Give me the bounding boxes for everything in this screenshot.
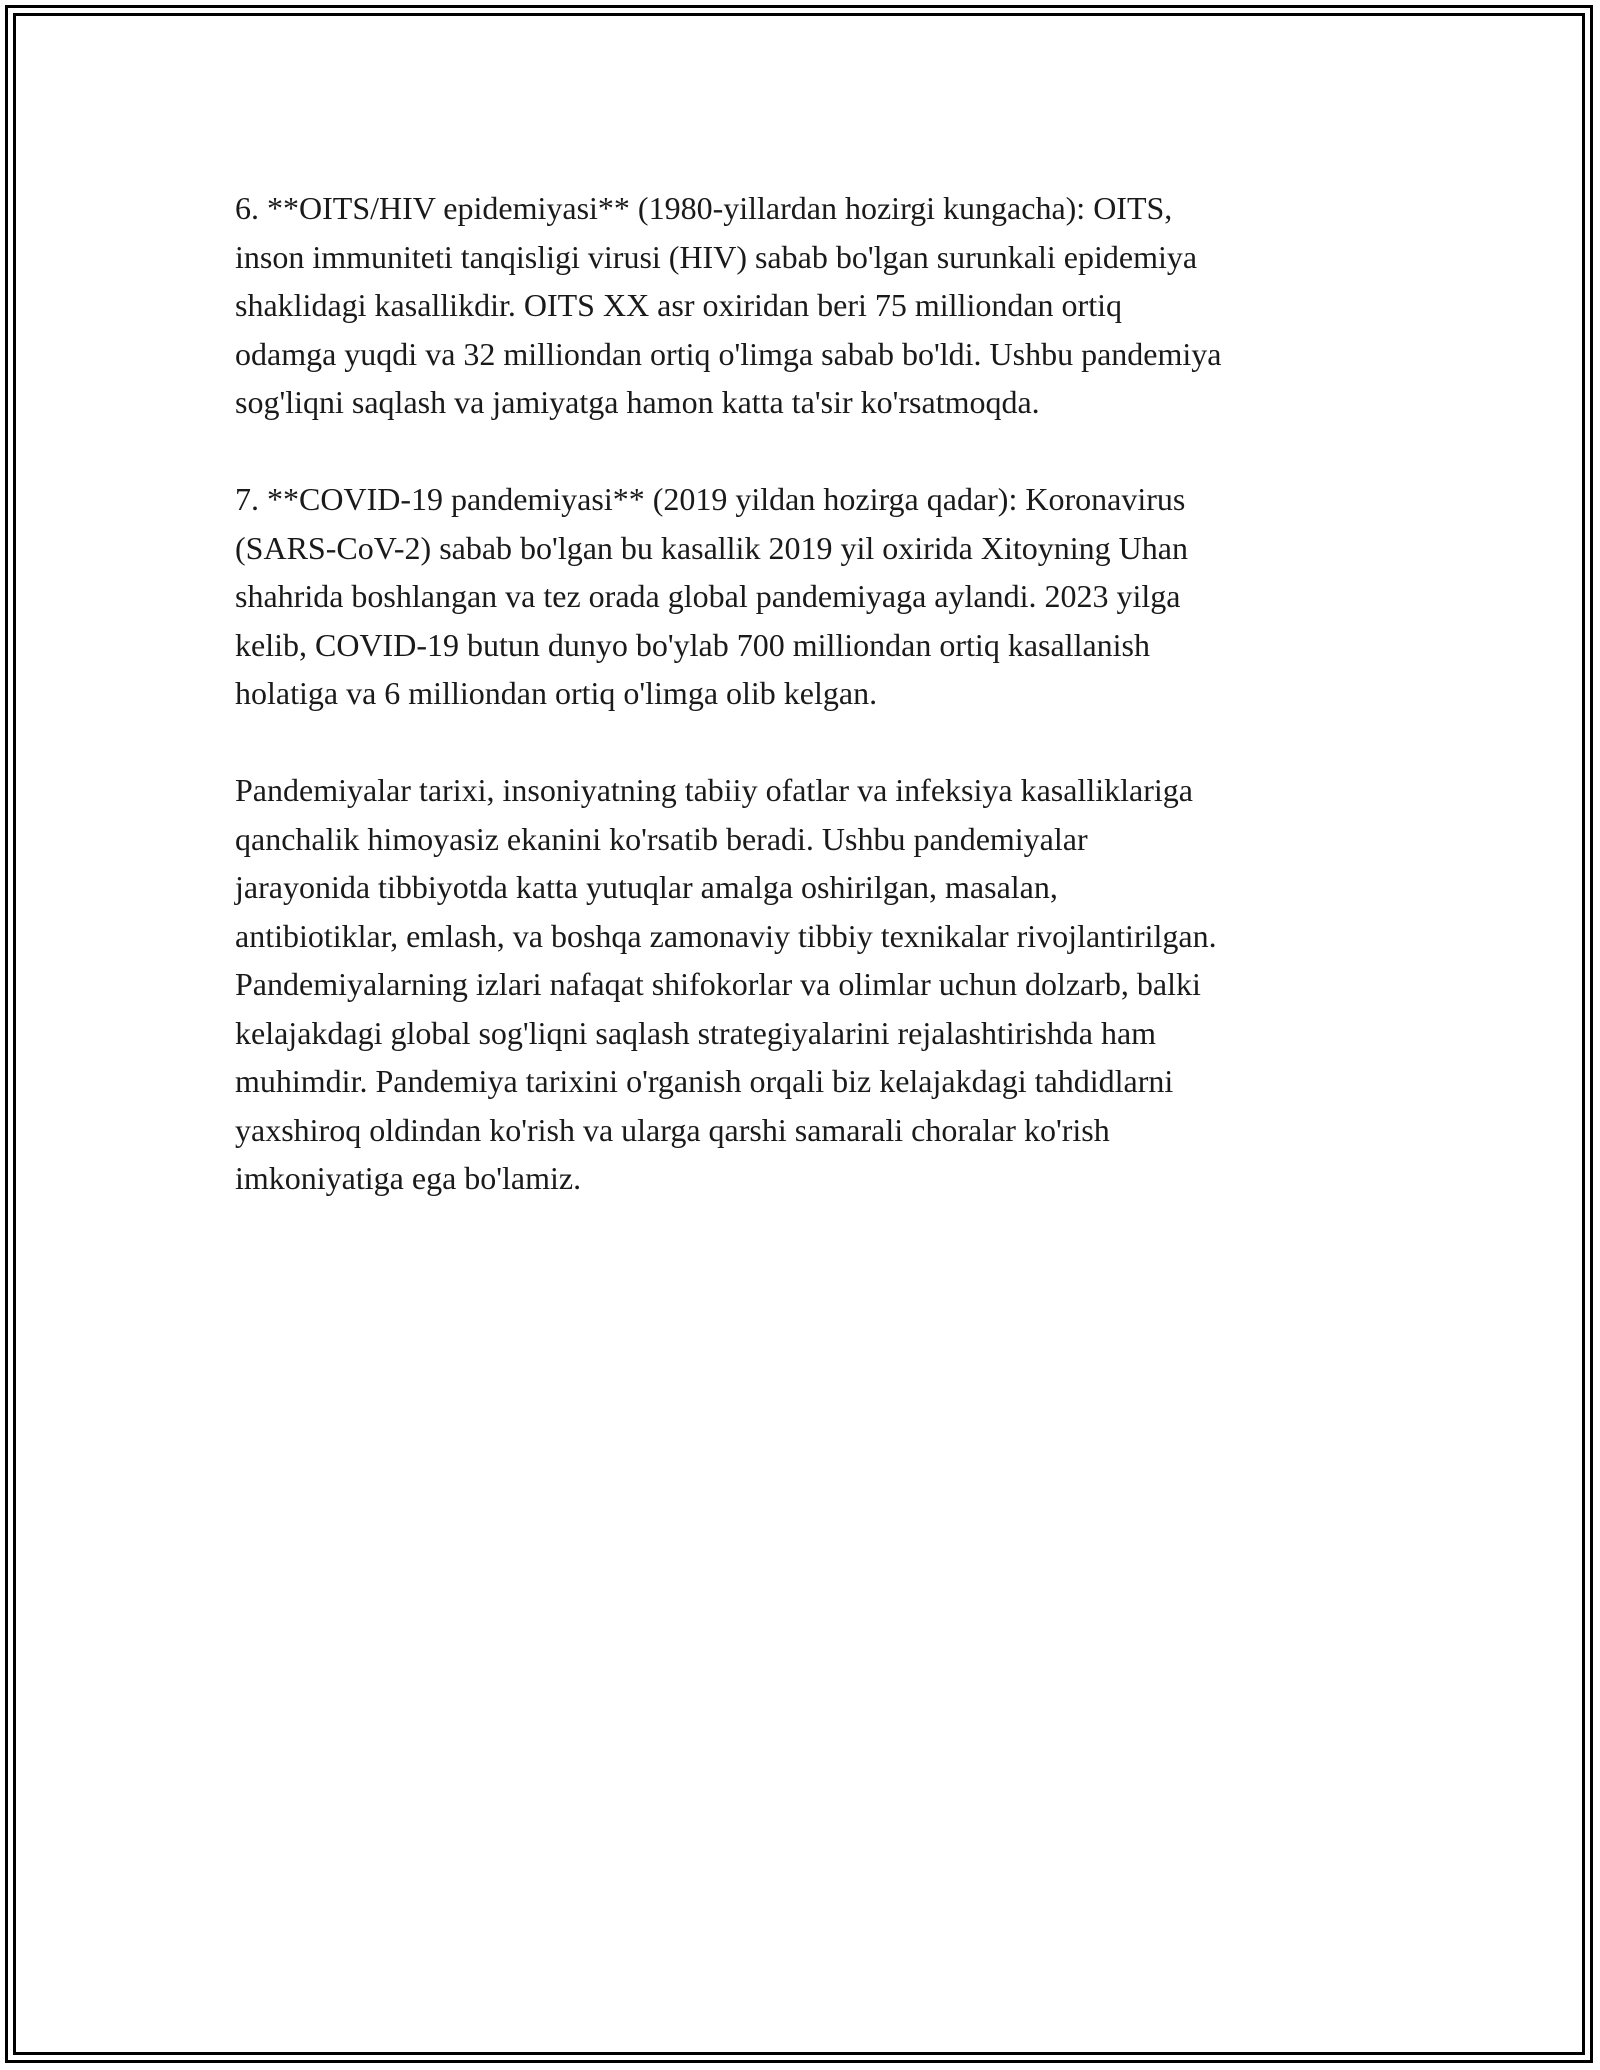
paragraph-covid-pandemic: 7. **COVID-19 pandemiyasi** (2019 yildan hozirga qadar): Koronavirus (SARS-CoV-2) sabab bo'lgan bu kasallik 2019 yil oxirida Xitoyning Uhan shahrida boshlangan va tez orada global pandemiyaga aylandi. 2023 yilga kelib, COVID-19 butun dunyo bo'ylab 700 milliondan ortiq kasallanish holatiga va 6 milliondan ortiq o'limga olib kelgan. bbox=[235, 481, 1188, 711]
paragraph-conclusion: Pandemiyalar tarixi, insoniyatning tabiiy ofatlar va infeksiya kasalliklariga qanchalik himoyasiz ekanini ko'rsatib beradi. Ushbu pandemiyalar jarayonida tibbiyotda katta yutuqlar amalga oshirilgan, masalan, antibiotiklar, emlash, va boshqa zamonaviy tibbiy texnikalar rivojlantirilgan. Pandemiyalarning izlari nafaqat shifokorlar va olimlar uchun dolzarb, balki kelajakdagi global sog'liqni saqlash strategiyalarini rejalashtirishda ham muhimdir. Pandemiya tarixini o'rganish orqali biz kelajakdagi tahdidlarni yaxshiroq oldindan ko'rish va ularga qarshi samarali choralar ko'rish imkoniyatiga ega bo'lamiz. bbox=[235, 772, 1217, 1196]
paragraph-hiv-epidemic: 6. **OITS/HIV epidemiyasi** (1980-yillardan hozirgi kungacha): OITS, inson immuniteti tanqisligi virusi (HIV) sabab bo'lgan surunkali epidemiya shaklidagi kasallikdir. OITS XX asr oxiridan beri 75 milliondan ortiq odamga yuqdi va 32 milliondan ortiq o'limga sabab bo'ldi. Ushbu pandemiya sog'liqni saqlash va jamiyatga hamon katta ta'sir ko'rsatmoqda. bbox=[235, 190, 1222, 420]
document-body bbox=[235, 184, 1375, 1251]
